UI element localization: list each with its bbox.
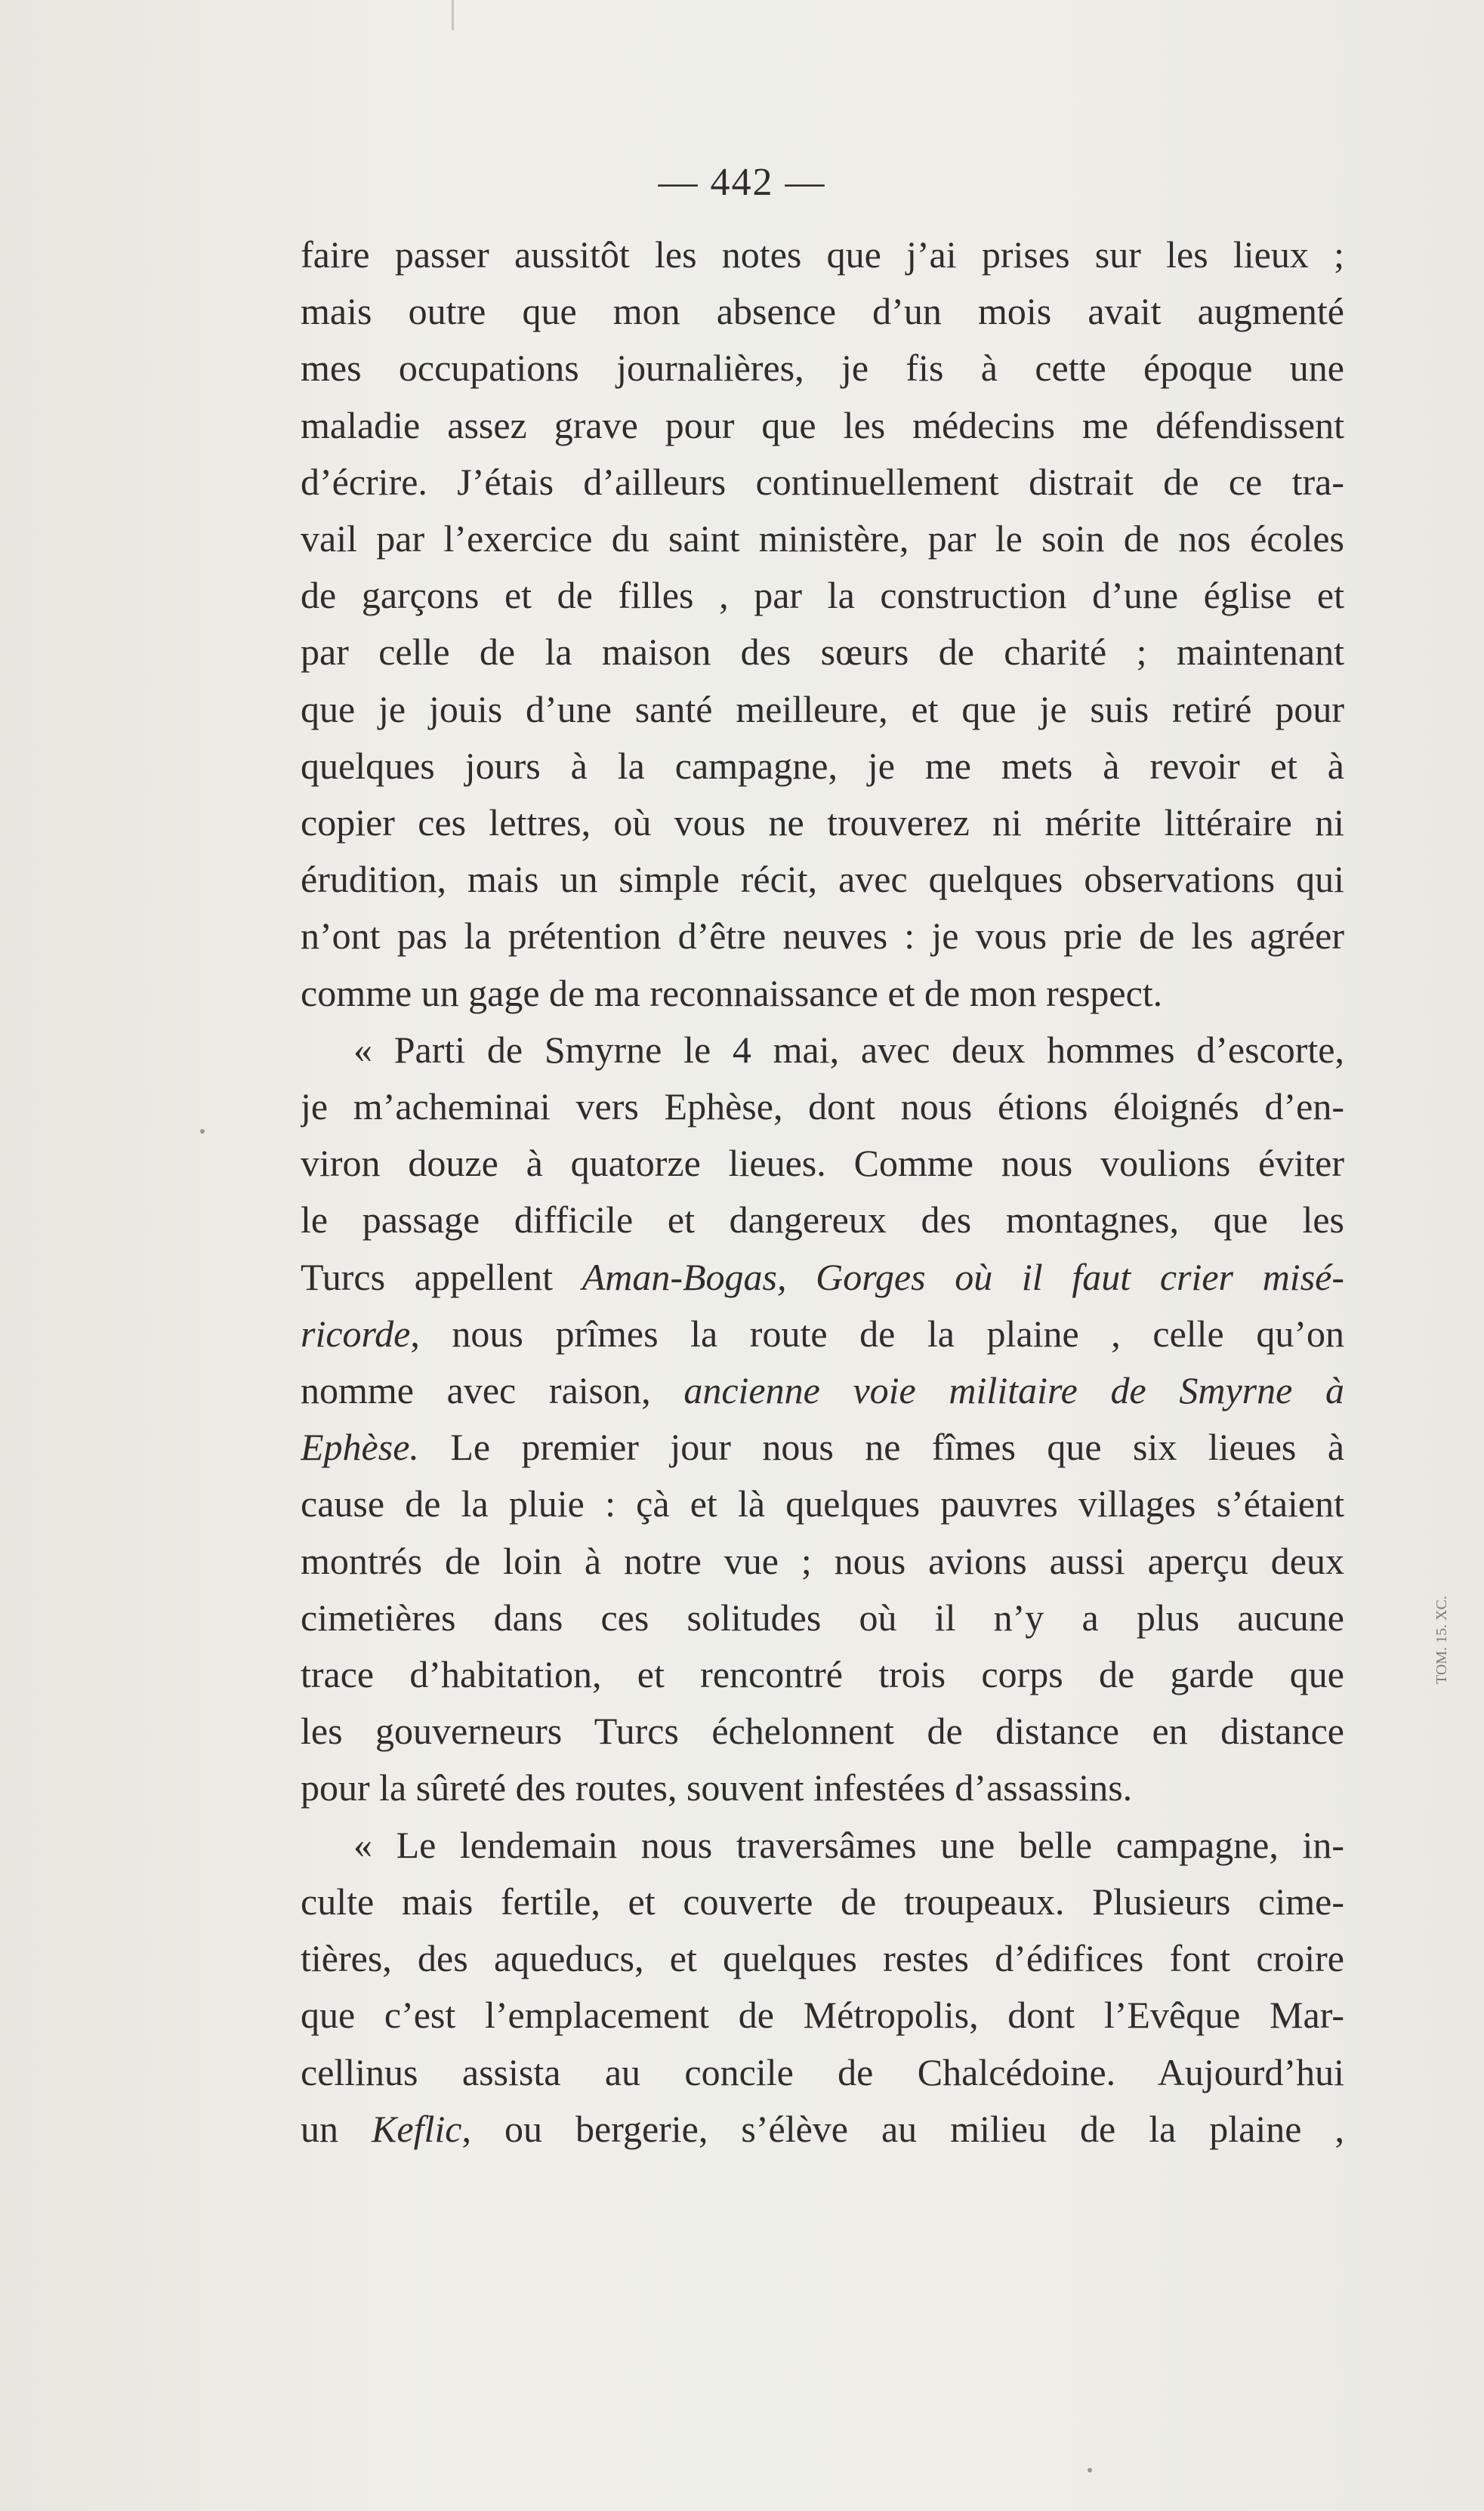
text-line: « Le lendemain nous traversâmes une belle campagne, in- <box>353 1823 1344 1866</box>
text-line <box>301 1249 1344 1306</box>
text-segment: nomme avec raison, <box>301 1369 651 1412</box>
paper-speck <box>1088 2468 1092 2472</box>
text-line: cellinus assista au concile de Chalcédoine. Aujourd’hui <box>301 2050 1344 2093</box>
text-line: quelques jours à la campagne, je me mets à revoir et à <box>301 744 1344 787</box>
italic-text: Ephèse. <box>301 1426 419 1469</box>
text-line: mais outre que mon absence d’un mois avait augmenté <box>301 290 1344 333</box>
text-line: viron douze à quatorze lieues. Comme nous voulions éviter <box>301 1142 1344 1185</box>
text-line: copier ces lettres, où vous ne trouverez ni mérite littéraire ni <box>301 801 1344 844</box>
text-line: montrés de loin à notre vue ; nous avions aussi aperçu deux <box>301 1539 1344 1582</box>
margin-note: TOM. 15. XC. <box>1433 1596 1450 1684</box>
text-line: trace d’habitation, et rencontré trois corps de garde que <box>301 1653 1344 1696</box>
text-line: de garçons et de filles , par la construction d’une église et <box>301 574 1344 617</box>
text-line: vail par l’exercice du saint ministère, par le soin de nos écoles <box>301 517 1344 560</box>
text-line: érudition, mais un simple récit, avec quelques observations qui <box>301 858 1344 901</box>
italic-text: ricorde <box>301 1312 411 1355</box>
text-segment: Le premier jour nous ne fîmes que six lieues à <box>450 1426 1344 1469</box>
text-line: cimetières dans ces solitudes où il n’y a plus aucune <box>301 1596 1344 1639</box>
text-segment: , ou bergerie, s’élève au milieu de la plaine , <box>461 2107 1344 2150</box>
body-text <box>301 227 1344 2158</box>
text-line: faire passer aussitôt les notes que j’ai prises sur les lieux ; <box>301 233 1344 276</box>
text-line: n’ont pas la prétention d’être neuves : je vous prie de les agréer <box>301 915 1344 958</box>
text-line: par celle de la maison des sœurs de charité ; maintenant <box>301 631 1344 674</box>
text-line <box>301 1419 1344 1476</box>
text-line <box>301 1306 1344 1362</box>
text-line: les gouverneurs Turcs échelonnent de distance en distance <box>301 1710 1344 1753</box>
paper-speck <box>452 0 454 30</box>
paper-speck <box>200 1129 205 1134</box>
text-line <box>301 2101 1344 2158</box>
text-segment: , nous prîmes la route de la plaine , celle qu’on <box>410 1312 1344 1355</box>
text-segment: Turcs appellent <box>301 1255 554 1298</box>
text-line: « Parti de Smyrne le 4 mai, avec deux hommes d’escorte, <box>353 1028 1344 1071</box>
italic-text: Keflic <box>372 2107 462 2150</box>
page-number: — 442 — <box>658 161 826 204</box>
text-line: comme un gage de ma reconnaissance et de mon respect. <box>301 971 1163 1014</box>
text-line: le passage difficile et dangereux des montagnes, que les <box>301 1198 1344 1242</box>
text-line: je m’acheminai vers Ephèse, dont nous étions éloignés d’en- <box>301 1085 1344 1128</box>
italic-text: ancienne voie militaire de Smyrne à <box>683 1369 1344 1412</box>
text-line: culte mais fertile, et couverte de troupeaux. Plusieurs cime- <box>301 1880 1344 1923</box>
text-line: d’écrire. J’étais d’ailleurs continuellement distrait de ce tra- <box>301 460 1344 503</box>
text-line: que c’est l’emplacement de Métropolis, dont l’Evêque Mar- <box>301 1994 1344 2037</box>
text-line: que je jouis d’une santé meilleure, et que je suis retiré pour <box>301 687 1344 730</box>
text-line: cause de la pluie : çà et là quelques pauvres villages s’étaient <box>301 1482 1344 1525</box>
text-segment: un <box>301 2107 338 2150</box>
text-line: pour la sûreté des routes, souvent infestées d’assassins. <box>301 1766 1133 1809</box>
text-line: tières, des aqueducs, et quelques restes d’édifices font croire <box>301 1937 1344 1980</box>
text-line: maladie assez grave pour que les médecins me défendissent <box>301 403 1344 446</box>
italic-text: Aman-Bogas, Gorges où il faut crier misé- <box>582 1255 1344 1298</box>
text-line: mes occupations journalières, je fis à cette époque une <box>301 347 1344 390</box>
text-line <box>301 1362 1344 1419</box>
